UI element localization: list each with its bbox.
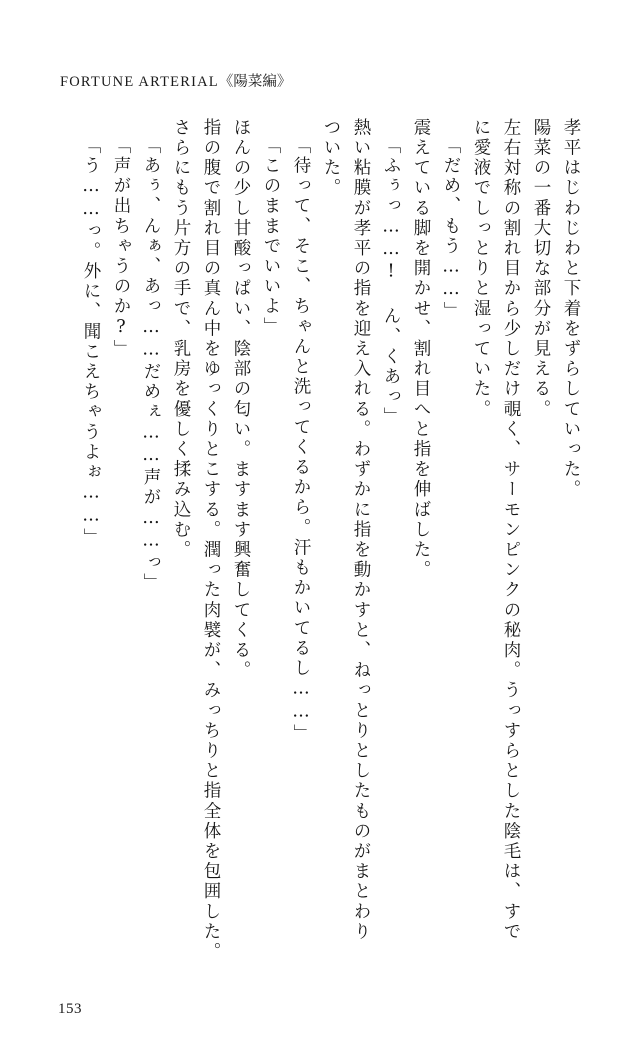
text-column: 「あぅ、んぁ、あっ……だめぇ……声が……っ」: [141, 136, 161, 594]
text-column: 震えている脚を開かせ、割れ目へと指を伸ばした。: [411, 118, 431, 581]
chapter-title: 《陽菜編》: [218, 74, 292, 90]
text-column: 「待って、そこ、ちゃんと洗ってくるから。汗もかいてるし……」: [291, 136, 311, 744]
text-column: 「う……っ。外に、聞こえちゃうよぉ……」: [81, 136, 101, 548]
text-column: 陽菜の一番大切な部分が見える。: [531, 118, 551, 420]
text-column: 熱い粘膜が孝平の指を迎え入れる。わずかに指を動かすと、ねっとりとしたものがまとわり: [351, 118, 371, 943]
text-column: ついた。: [321, 118, 341, 199]
text-column: 「ふぅっ……! ん、くあっ」: [381, 136, 401, 428]
text-column: に愛液でしっとりと湿っていた。: [471, 118, 491, 420]
text-column: 左右対称の割れ目から少しだけ覗く、サーモンピンクの秘肉。うっすらとした陰毛は、すで: [501, 118, 521, 943]
series-title: FORTUNE ARTERIAL: [60, 74, 219, 90]
text-column: 孝平はじわじわと下着をずらしていった。: [561, 118, 581, 500]
text-column: さらにもう片方の手で、乳房を優しく揉み込む。: [171, 118, 191, 561]
text-column: 「このままでいいよ」: [261, 136, 281, 337]
text-column: 指の腹で割れ目の真ん中をゆっくりとこする。潤った肉襞が、みっちりと指全体を包囲した。: [201, 118, 221, 963]
page-number: 153: [58, 1001, 82, 1017]
page-header: [60, 70, 291, 91]
body-text: [40, 118, 579, 973]
text-column: 「だめ、もう……」: [441, 136, 461, 322]
text-column: ほんの少し甘酸っぱい、陰部の匂い。ますます興奮してくる。: [231, 118, 251, 681]
text-column: 「声が出ちゃうのか?」: [111, 136, 131, 360]
